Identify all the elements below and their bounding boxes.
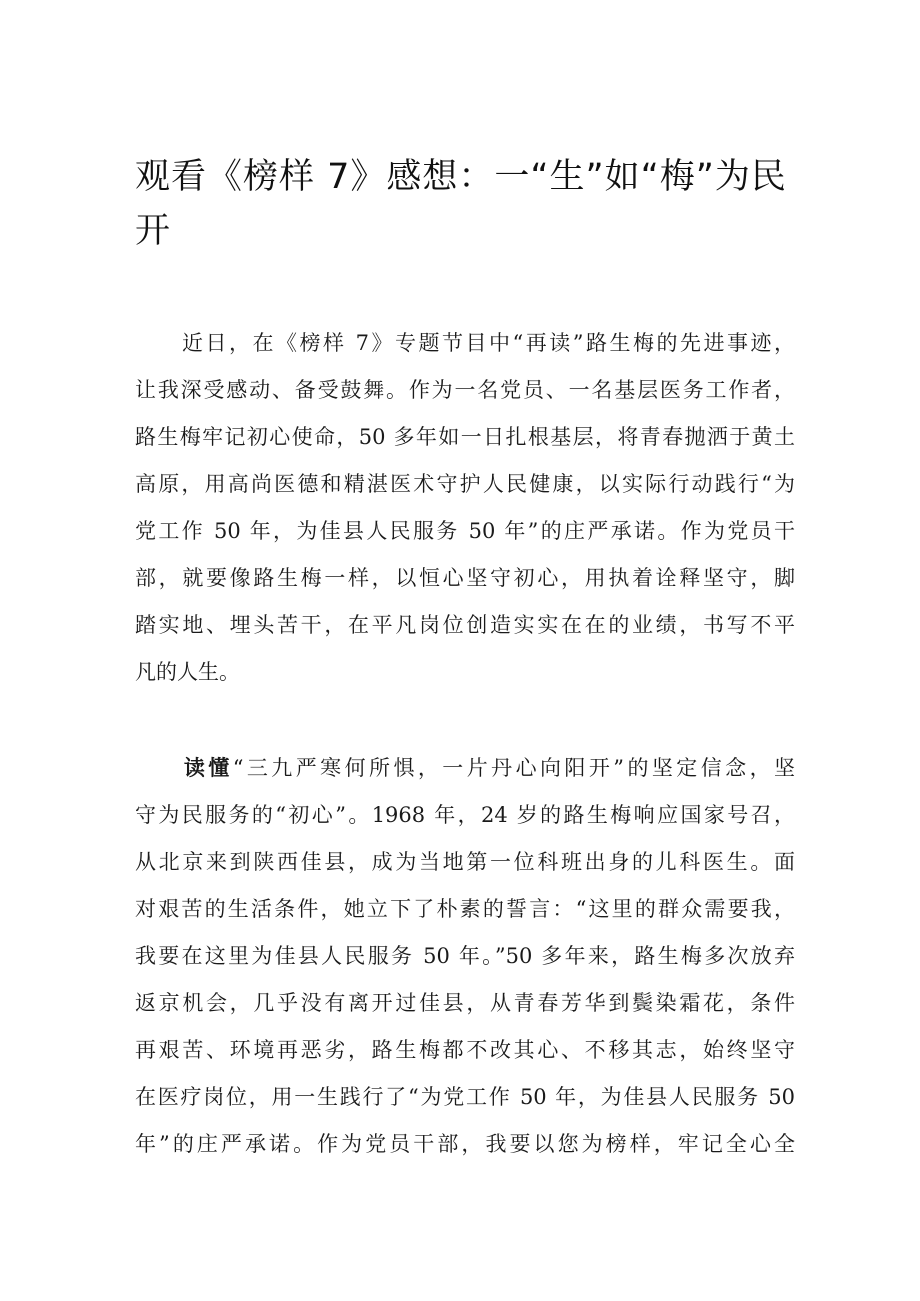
paragraph-1 — [135, 320, 795, 696]
paragraph-line: 让我深受感动、备受鼓舞。作为一名党员、一名基层医务工作者， — [135, 378, 795, 402]
paragraph-line: 在医疗岗位，用一生践行了“为党工作 50 年，为佳县人民服务 50 — [135, 1085, 795, 1109]
paragraph-line: 部，就要像路生梅一样，以恒心坚守初心，用执着诠释坚守，脚 — [135, 566, 795, 590]
paragraph-line: 再艰苦、环境再恶劣，路生梅都不改其心、不移其志，始终坚守 — [135, 1038, 795, 1062]
paragraph-line: 近日，在《榜样 7》专题节目中“再读”路生梅的先进事迹， — [135, 331, 795, 355]
paragraph-line: 从北京来到陕西佳县，成为当地第一位科班出身的儿科医生。面 — [135, 850, 795, 874]
paragraph-line: 我要在这里为佳县人民服务 50 年。”50 多年来，路生梅多次放弃 — [135, 944, 795, 968]
paragraph-line: 党工作 50 年，为佳县人民服务 50 年”的庄严承诺。作为党员干 — [135, 519, 795, 543]
paragraph-line: 高原，用高尚医德和精湛医术守护人民健康，以实际行动践行“为 — [135, 472, 795, 496]
title-line-2: 开 — [135, 211, 172, 251]
paragraph-line-rest: “三九严寒何所惧，一片丹心向阳开”的坚定信念，坚 — [232, 756, 795, 780]
paragraph-2 — [135, 745, 795, 1168]
title-line-1: 观看《榜样 7》感想：一“生”如“梅”为民 — [135, 157, 787, 197]
paragraph-line: 返京机会，几乎没有离开过佳县，从青春芳华到鬓染霜花，条件 — [135, 991, 795, 1015]
paragraph-line: 年”的庄严承诺。作为党员干部，我要以您为榜样，牢记全心全 — [135, 1132, 795, 1156]
paragraph-line: 守为民服务的“初心”。1968 年，24 岁的路生梅响应国家号召， — [135, 803, 795, 827]
document-title — [135, 150, 795, 258]
paragraph-line: 凡的人生。 — [135, 660, 240, 684]
paragraph-line: 对艰苦的生活条件，她立下了朴素的誓言：“这里的群众需要我， — [135, 897, 795, 921]
lead-bold-text: 读懂 — [183, 756, 233, 780]
paragraph-line-first — [135, 745, 795, 792]
paragraph-line: 踏实地、埋头苦干，在平凡岗位创造实实在在的业绩，书写不平 — [135, 613, 795, 637]
paragraph-line: 路生梅牢记初心使命，50 多年如一日扎根基层，将青春抛洒于黄土 — [135, 425, 795, 449]
